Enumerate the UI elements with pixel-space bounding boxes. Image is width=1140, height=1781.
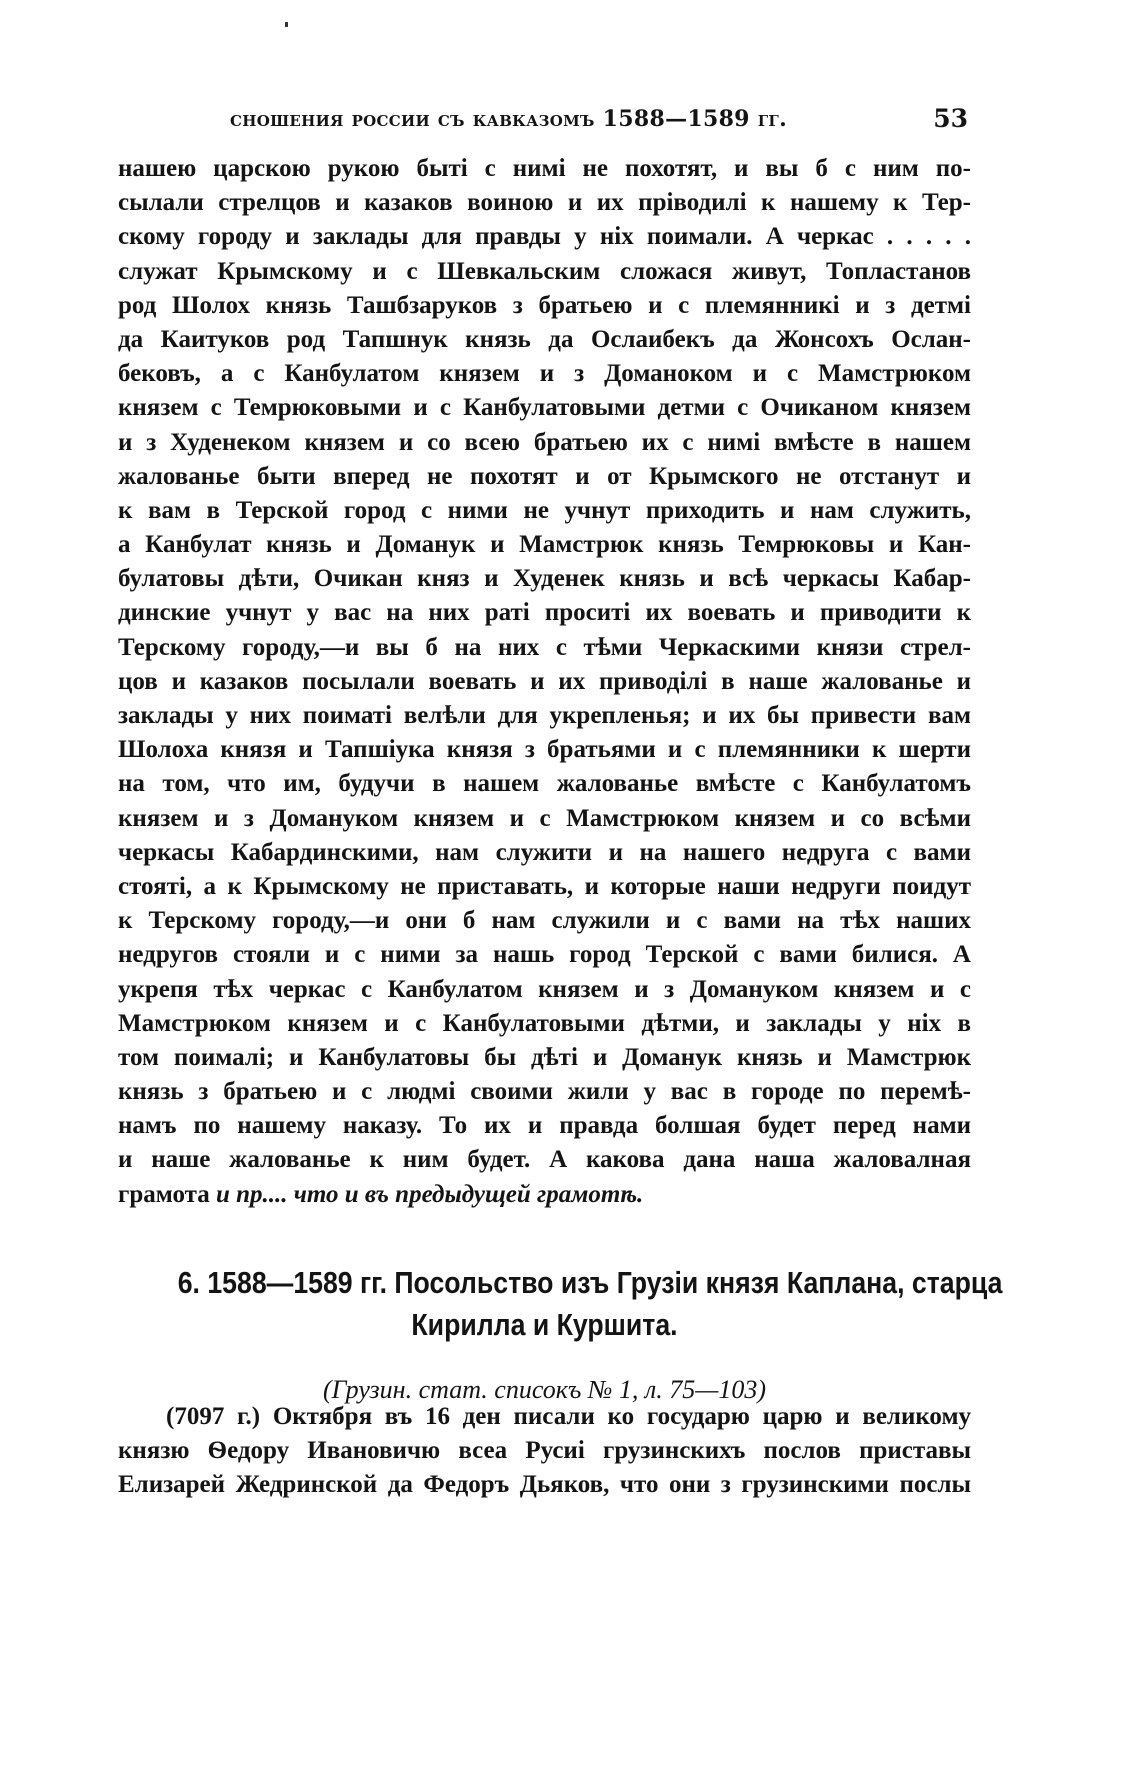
- text-line: на том, что им, будучи в нашем жалованье вмѣсте с Канбулатомъ: [118, 770, 971, 798]
- text-line: цов и казаков посылали воевать и их приводілі в наше жалованье и: [118, 667, 971, 695]
- text-line: а Канбулат князь и Доманук и Мамстрюк князь Темрюковы и Кан-: [118, 531, 971, 559]
- text-line: служат Крымскому и с Шевкальским сложася живут, Топластанов: [118, 257, 971, 285]
- text-line: и з Худенеком князем и со всею братьею их с нимі вмѣсте в нашем: [118, 428, 971, 456]
- text-line: князю Ѳедору Ивановичю всеа Русиі грузинскихъ послов приставы: [118, 1437, 971, 1465]
- text-line-last: [118, 1178, 971, 1212]
- last-line-italic: и пр.... что и въ предыдущей грамотѣ.: [215, 1180, 644, 1208]
- text-line: князем с Темрюковыми и с Канбулатовыми детми с Очиканом князем: [118, 394, 971, 422]
- paragraph-1: [118, 152, 971, 1212]
- text-line: род Шолох князь Ташбзаруков з братьею и с племянникі и з детмі: [118, 291, 971, 319]
- section-heading: [118, 1262, 1003, 1405]
- text-line: нашею царскою рукою быті с нимі не похотят, и вы б с ним по-: [118, 155, 971, 182]
- text-line: (7097 г.) Октября въ 16 ден писали ко государю царю и великому: [166, 1403, 971, 1430]
- text-line: укрепя тѣх черкас с Канбулатом князем и з Домануком князем и с: [118, 975, 971, 1003]
- last-line-plain: грамота: [118, 1180, 210, 1208]
- page-number: 53: [933, 104, 968, 133]
- text-line: булатовы дѣти, Очикан княз и Худенек князь и всѣ черкасы Кабар-: [118, 565, 971, 593]
- section-title-line-2: Кирилла и Куршита.: [411, 1307, 678, 1342]
- text-line: да Каитуков род Тапшнук князь да Ослаибекъ да Жонсохъ Ослан-: [118, 325, 971, 353]
- text-line: к Терскому городу,—и они б нам служили и с вами на тѣх наших: [118, 907, 971, 935]
- text-line: Мамстрюком князем и с Канбулатовыми дѣтми, и заклады у ніх в: [118, 1009, 971, 1037]
- text-line: стоятi, а к Крымскому не приставать, и которые наши недруги поидут: [118, 872, 971, 900]
- text-line: недругов стояли и с ними за нашь город Терской с вами билися. А: [118, 941, 971, 969]
- text-line: заклады у них поиматі велѣли для укрепленья; и их бы привести вам: [118, 702, 971, 729]
- text-line: Елизарей Жедринской да Федоръ Дьяков, что они з грузинскими послы: [118, 1471, 971, 1499]
- page-header: [120, 102, 968, 142]
- source-reference: (Грузин. стат. списокъ № 1, л. 75—103): [322, 1375, 767, 1404]
- text-line: к вам в Терской город с ними не учнут приходить и нам служить,: [118, 496, 971, 524]
- print-speck: [285, 22, 288, 27]
- text-line: скому городу и заклады для правды у ніх поимали. А черкас . . . . .: [118, 223, 971, 251]
- text-line: князь з братьею и с людмі своими жили у вас в городе по перемѣ-: [118, 1078, 971, 1106]
- text-line: жалованье быти вперед не похотят и от Крымского не отстанут и: [118, 462, 971, 490]
- text-line: намъ по нашему наказу. То их и правда болшая будет перед нами: [118, 1112, 971, 1140]
- paragraph-2: [118, 1400, 971, 1503]
- text-line: Терскому городу,—и вы б на них с тѣми Черкаскими князи стрел-: [118, 633, 971, 661]
- text-line: Шолоха князя и Тапшіука князя з братьями и с племянники к шерти: [118, 736, 971, 764]
- text-line: бековъ, а с Канбулатом князем и з Доманоком и с Мамстрюком: [118, 360, 971, 388]
- text-line: динские учнут у вас на них раті проситі их воевать и приводити к: [118, 599, 971, 627]
- text-line: и наше жалованье к ним будет. А какова дана наша жаловалная: [118, 1146, 971, 1174]
- running-head: сношения россии съ кавказомъ 1588—1589 гг.: [230, 106, 788, 132]
- text-line: том поималі; и Канбулатовы бы дѣті и Доманук князь и Мамстрюк: [118, 1043, 971, 1071]
- text-line: князем и з Домануком князем и с Мамстрюком князем и со всѣми: [118, 804, 971, 832]
- section-title: [177, 1262, 1003, 1346]
- section-title-line-1: 6. 1588—1589 гг. Посольство изъ Грузіи князя Каплана, старца: [177, 1265, 1003, 1300]
- text-line: сылали стрелцов и казаков воиною и их пріводилі к нашему к Тер-: [118, 189, 971, 217]
- text-line: черкасы Кабардинскими, нам служити и на нашего недруга с вами: [118, 838, 971, 866]
